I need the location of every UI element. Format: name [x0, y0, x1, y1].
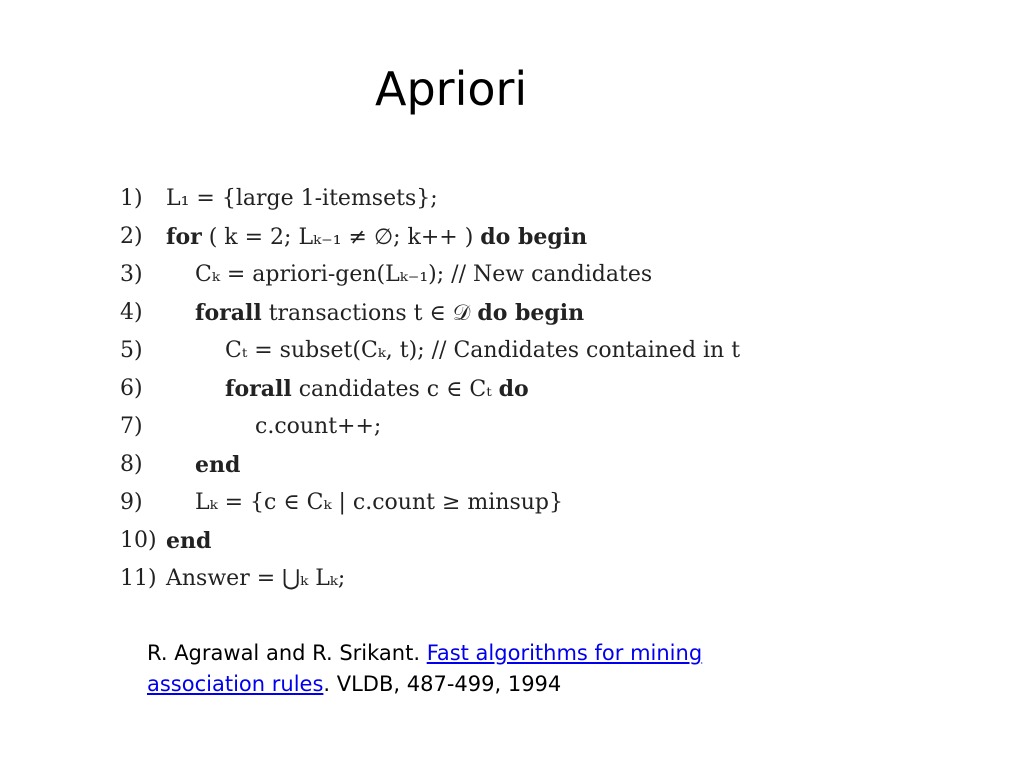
- line-number: 2): [120, 224, 143, 249]
- line-number: 11): [120, 566, 157, 591]
- line-number: 8): [120, 452, 143, 477]
- line-text: Answer = ⋃ₖ Lₖ;: [166, 566, 346, 591]
- citation: [147, 638, 787, 700]
- line-text: L₁ = {large 1-itemsets};: [166, 186, 438, 211]
- line-text: forall transactions t ∈ 𝒟 do begin: [195, 300, 585, 326]
- line-number: 1): [120, 186, 143, 211]
- line-text: end: [195, 452, 241, 478]
- line-number: 9): [120, 490, 143, 515]
- line-number: 5): [120, 338, 143, 363]
- line-text: for ( k = 2; Lₖ₋₁ ≠ ∅; k++ ) do begin: [166, 224, 588, 250]
- line-text: forall candidates c ∈ Cₜ do: [225, 376, 529, 402]
- line-text: end: [166, 528, 212, 554]
- paper-link[interactable]: Fast algorithms for mining association rules: [147, 641, 703, 696]
- line-number: 10): [120, 528, 157, 553]
- line-text: Lₖ = {c ∈ Cₖ | c.count ≥ minsup}: [195, 490, 563, 515]
- line-text: Cₖ = apriori-gen(Lₖ₋₁); // New candidates: [195, 262, 653, 287]
- line-number: 4): [120, 300, 143, 325]
- line-text: c.count++;: [255, 414, 382, 439]
- line-number: 6): [120, 376, 143, 401]
- citation-authors: R. Agrawal and R. Srikant.: [147, 641, 427, 665]
- line-text: Cₜ = subset(Cₖ, t); // Candidates contained in t: [225, 338, 741, 363]
- citation-venue: . VLDB, 487-499, 1994: [323, 672, 562, 696]
- line-number: 3): [120, 262, 143, 287]
- line-number: 7): [120, 414, 143, 439]
- slide-title: Apriori: [375, 62, 528, 116]
